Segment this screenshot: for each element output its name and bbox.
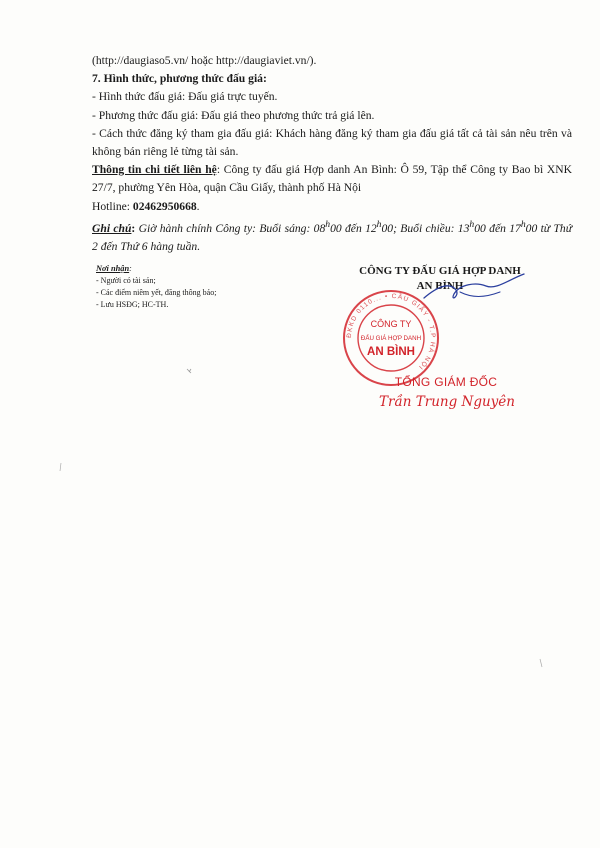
recipient-item: - Người có tài sản; [96, 276, 156, 285]
contact-text: : Công ty đấu giá Hợp danh An Bình: Ô 59, Tập thể Công ty Bao bì XNK 27/7, phường Yên Hòa, quận Cầu Giấy, thành phố Hà Nội [92, 163, 572, 195]
stamp-line3: AN BÌNH [367, 346, 415, 358]
note-text-c: 00; Buổi chiều: 13 [381, 221, 470, 235]
recipients-block [96, 263, 216, 311]
recipient-item: - Lưu HSĐG; HC-TH. [96, 300, 169, 309]
recipients-colon: : [129, 264, 132, 273]
auction-method-line: - Phương thức đấu giá: Đấu giá theo phương thức trả giá lên. [92, 108, 375, 122]
director-title: TỔNG GIÁM ĐỐC [394, 375, 498, 389]
contact-paragraph [92, 161, 572, 197]
contact-label: Thông tin chi tiết liên hệ [92, 163, 217, 177]
recipients-title: Nơi nhận [96, 264, 130, 273]
signature-stroke-main [424, 274, 524, 298]
hotline-number: 02462950668 [132, 199, 197, 213]
scan-speck [538, 658, 544, 668]
hotline-line [92, 198, 572, 216]
note-text-d: 00 đến 17 [474, 221, 521, 235]
note-text-b: 00 đến 12 [330, 221, 377, 235]
note-colon: : [131, 221, 139, 235]
note-sup-b: h [376, 218, 382, 230]
body-text [92, 52, 572, 256]
scan-speck [58, 462, 64, 472]
note-text-e: 00 từ Thứ 2 đến Thứ 6 hàng tuần. [92, 221, 573, 253]
stamp-line1: CÔNG TY [370, 319, 412, 329]
note-text-a: Giờ hành chính Công ty: Buổi sáng: 08 [138, 221, 326, 235]
hotline-end: . [196, 199, 200, 213]
signature-stroke-underline [460, 292, 500, 297]
director-name: Trần Trung Nguyên [379, 394, 515, 410]
registration-line: - Cách thức đăng ký tham gia đấu giá: Khách hàng đăng ký tham gia đấu giá tất cả tài sản nêu trên và không bán riêng lẻ từng tài sản. [92, 126, 572, 159]
stamp-ring-text: ĐKKD 0110... • CẦU GIẤY - T.P HÀ NỘI [345, 292, 437, 372]
note-sup-d: h [520, 218, 526, 230]
auction-form-line: - Hình thức đấu giá: Đấu giá trực tuyến. [92, 90, 278, 104]
scan-speck [186, 368, 194, 376]
note-sup-c: h [469, 218, 475, 230]
hotline-label: Hotline: [92, 199, 133, 213]
director-signature [420, 268, 530, 308]
recipient-item: - Các điểm niêm yết, đăng thông báo; [96, 288, 217, 297]
company-name-line2: AN BÌNH [416, 280, 464, 292]
website-continuation: (http://daugiaso5.vn/ hoặc http://daugiaviet.vn/). [92, 54, 317, 67]
note-paragraph [92, 216, 572, 256]
section-7-heading: 7. Hình thức, phương thức đấu giá: [92, 72, 267, 86]
company-name-line1: CÔNG TY ĐẤU GIÁ HỢP DANH [359, 265, 521, 277]
stamp-line2: ĐẤU GIÁ HỢP DANH [360, 335, 422, 342]
note-sup-a: h [325, 218, 331, 230]
note-label: Ghi chú [92, 221, 132, 235]
